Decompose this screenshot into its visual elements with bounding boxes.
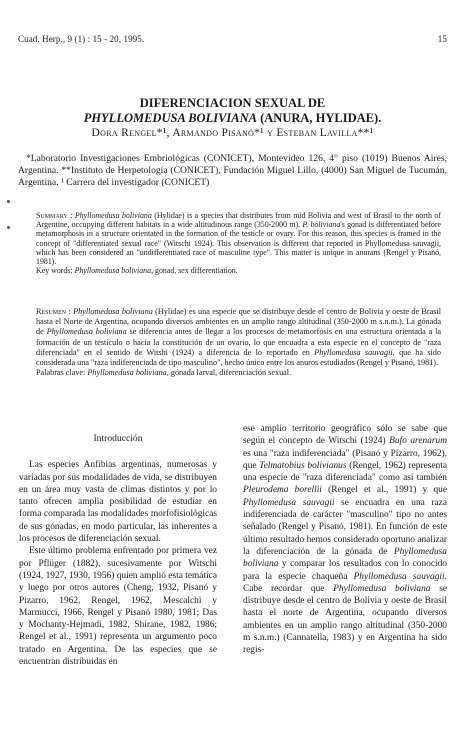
affiliation-text: *Laboratorio Investigaciones Embriológicas (CONICET), Montevideo 126, 4° piso (1019) Buenos Aires, Argentina. **Instituto de Herpetología (CONICET), Fundación Miguel Lillo, (4000) San Miguel de Tucumán, Argentina. ¹ Carrera del investigador (CONICET) — [18, 153, 447, 188]
summary-species: P. boliviana — [302, 220, 341, 230]
intro-text: se distribuye desde el centro de Bolivia y oeste de Brasil hasta el norte de Argentina, ocupando diversos ambientes en un amplio rango altitudinal (350-2000 m s.n.m.) (Cannatella, 1983) y en Argentina ha sido regis- — [243, 583, 448, 656]
resumen-text: , que ha sido considerada una "raza indiferenciada de tipo masculino", hecho único entre los anuros estudiados (Rengel y Pisanó, 1981). — [36, 347, 441, 368]
intro-text: (Rengel et al., 1991) y que — [321, 485, 447, 496]
intro-species: Phyllomedusa boliviana — [243, 546, 447, 570]
intro-column-left — [19, 428, 217, 668]
intro-species: Telmatobius bolivianus — [259, 460, 347, 471]
intro-text: es una "raza indiferenciada" (Pisanó y Pizarro, 1962), que — [243, 448, 447, 471]
resumen-species: Phyllomedusa boliviana — [73, 307, 153, 316]
spanish-resumen — [36, 307, 441, 378]
summary-text: (Hylidae) is a species that distributes from mid Bolivia and west of Brasil to the north of Argentine, occupying different habitats in a wide altitudinous range (350-2000 m). — [36, 211, 441, 230]
title-line-1: DIFERENCIACION SEXUAL DE — [139, 96, 326, 110]
summary-species: Phyllomedusa boliviana — [74, 211, 152, 220]
intro-species: Phyllomedusa boliviana — [333, 583, 431, 594]
palabras-clave-text: , gónada larval, diferenciación sexual. — [166, 368, 292, 378]
key-words-species: Phyllomedusa boliviana — [74, 266, 152, 276]
english-summary — [36, 211, 441, 275]
intro-species: Pleurodema borellii — [243, 485, 322, 496]
intro-paragraph-continued — [243, 423, 447, 657]
intro-text: (Rengel, 1962) representa una especie de "raza diferenciada" como así también — [243, 460, 447, 484]
resumen-species: Phyllomedusa boliviana — [46, 327, 127, 337]
author-list: Dora Rengel*¹, Armando Pisanó*¹ y Esteban Lavilla**¹ — [91, 127, 374, 139]
intro-species: Bufo arenarum — [389, 436, 447, 447]
key-words — [36, 266, 441, 275]
title-taxon: (ANURA, HYLIDAE). — [256, 111, 382, 125]
title-species: PHYLLOMEDUSA BOLIVIANA — [83, 111, 257, 125]
key-words-text: , gonad, sex differentiation. — [151, 266, 238, 276]
resumen-species: Phyllomedusa sauvagii — [314, 347, 393, 357]
resumen-text: se diferencia antes de llegar a los procesos de metamorfosis en una estructura orientada a la formación de un testículo o hacia la constitución de un ovario, lo que encuadra a esta especie en el concepto de "raza diferenciada" en el sentido de Witshi (1924) a diferencia de lo reportado en — [36, 327, 441, 357]
intro-column-right — [243, 423, 447, 657]
intro-text: ese amplio territorio geográfico sólo se sabe que según el concepto de Witschi (1924) — [243, 424, 447, 447]
palabras-clave-label: Palabras clave: — [36, 368, 88, 378]
intro-text: se encuadra en una raza indiferenciada de carácter "masculino" tipo no antes señalado (Rengel y Pisanó, 1981). En función de este último resultado hemos considerado oportuno analizar la diferenciación de la gónada de — [243, 497, 447, 557]
intro-paragraph-2: Este último problema enfrentado por primera vez por Pflüger (1882), sucesivamente por Witschi (1924, 1927, 1930, 1956) quien amplió esta temática y luego por otros autores (Cheng, 1932, Pisanó y Pizarro, 1962, Rengel, 1962, Mescalchi y Marmucci, 1966, Rengel y Pisanó 1980, 1981; Das y Mochanty-Hejmadi, 1982, Shirane, 1982, 1986; Rengel et al., 1991) representa un argumento poco tratado en Argentina. De las especies que se encuentran distribuidas en — [19, 546, 217, 668]
margin-dot — [7, 200, 10, 203]
intro-species: Phyllomedusa sauvagii — [353, 571, 445, 582]
summary-text: 's gonad is differentiated before metamorphosis in a structure orientated in the formation of the testicle or ovary. For this reason, this species is framed in the concept of "differentiated sexual race" (Witschi 1924). This observation is different that reported in Phyllomedusa sauvagii, which has been considered an "undifferentiated race of masculine type". This matter is unique in anurans (Rengel y Pisanó, 1981). — [36, 220, 441, 267]
journal-citation: Cuad. Herp., 9 (1) : 15 - 20, 1995. — [18, 34, 145, 44]
affiliations — [18, 153, 447, 189]
running-head — [18, 34, 447, 44]
summary-paragraph — [36, 211, 441, 266]
intro-species: Phyllomedusa sauvagii — [243, 497, 335, 508]
intro-text: . Cabe recordar que — [243, 571, 447, 594]
margin-dot — [7, 226, 10, 229]
page-number: 15 — [437, 34, 447, 44]
resumen-text: (Hylidae) es una especie que se distribuye desde el centro de Bolivia y oeste de Brasil hasta el Norte de Argentina, ocupando diversos ambientes en un amplio rango altitudinal (350-2000 m s.n.m.). La gónada de — [36, 307, 441, 337]
palabras-clave-species: Phyllomedusa boliviana — [87, 368, 167, 378]
summary-label: Summary : — [36, 211, 73, 220]
intro-text: y comparar los resultados con lo conocido para la especie chaqueña — [243, 559, 447, 582]
intro-paragraph-1: Las especies Anfibias argentinas, numerosas y variadas por sus modalidades de vida, se distribuyen en un área muy vasta de climas distintos y por lo tanto ofrecen amplia posibilidad de estudiar en forma comparada las modalidades morfofisiológicas de sus gónadas, en modo particular, las inherentes a los procesos de diferenciación sexual. — [19, 460, 217, 545]
resumen-label: Resumen : — [36, 307, 71, 316]
article-title — [0, 96, 465, 126]
key-words-label: Key words: — [36, 266, 75, 276]
resumen-paragraph — [36, 307, 441, 368]
section-heading-introduccion: Introducción — [93, 433, 143, 444]
title-line-2 — [0, 111, 465, 126]
palabras-clave — [36, 368, 441, 378]
